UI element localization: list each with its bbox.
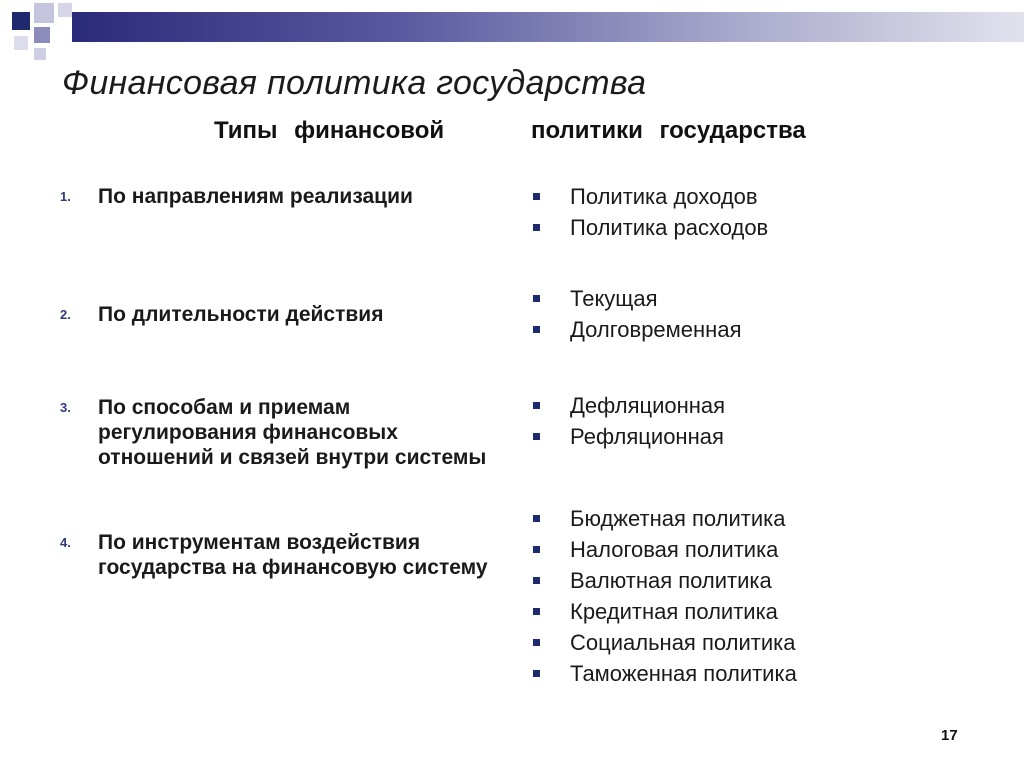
bullet-square-icon [533, 608, 540, 615]
type-number: 4. [60, 535, 71, 550]
subtitle-right: политики государства [531, 117, 806, 144]
bullet-square-icon [533, 546, 540, 553]
decor-square-mid [34, 27, 50, 43]
header-gradient-bar [72, 12, 1024, 42]
bullet-square-icon [533, 670, 540, 677]
type-number: 3. [60, 400, 71, 415]
type-label: По инструментам воздействия государства на финансовую систему [98, 531, 488, 579]
decor-square-dark [12, 12, 30, 30]
page-number: 17 [941, 727, 958, 744]
decor-square-light [34, 48, 46, 60]
bullet-square-icon [533, 326, 540, 333]
bullet-square-icon [533, 295, 540, 302]
type-label: По способам и приемам регулирования финансовых отношений и связей внутри системы [98, 396, 487, 469]
decor-square-light [58, 3, 72, 17]
bullet-square-icon [533, 224, 540, 231]
slide-title: Финансовая политика государства [62, 64, 647, 102]
bullet-square-icon [533, 577, 540, 584]
type-number: 1. [60, 189, 71, 204]
decor-square-light [14, 36, 28, 50]
decor-square-light [34, 3, 54, 23]
bullet-square-icon [533, 193, 540, 200]
type-number: 2. [60, 307, 71, 322]
subtitle-left: Типы финансовой [214, 117, 445, 144]
type-label: По длительности действия [98, 303, 384, 326]
bullet-square-icon [533, 433, 540, 440]
bullet-square-icon [533, 639, 540, 646]
type-label: По направлениям реализации [98, 185, 413, 208]
bullet-square-icon [533, 402, 540, 409]
bullet-square-icon [533, 515, 540, 522]
